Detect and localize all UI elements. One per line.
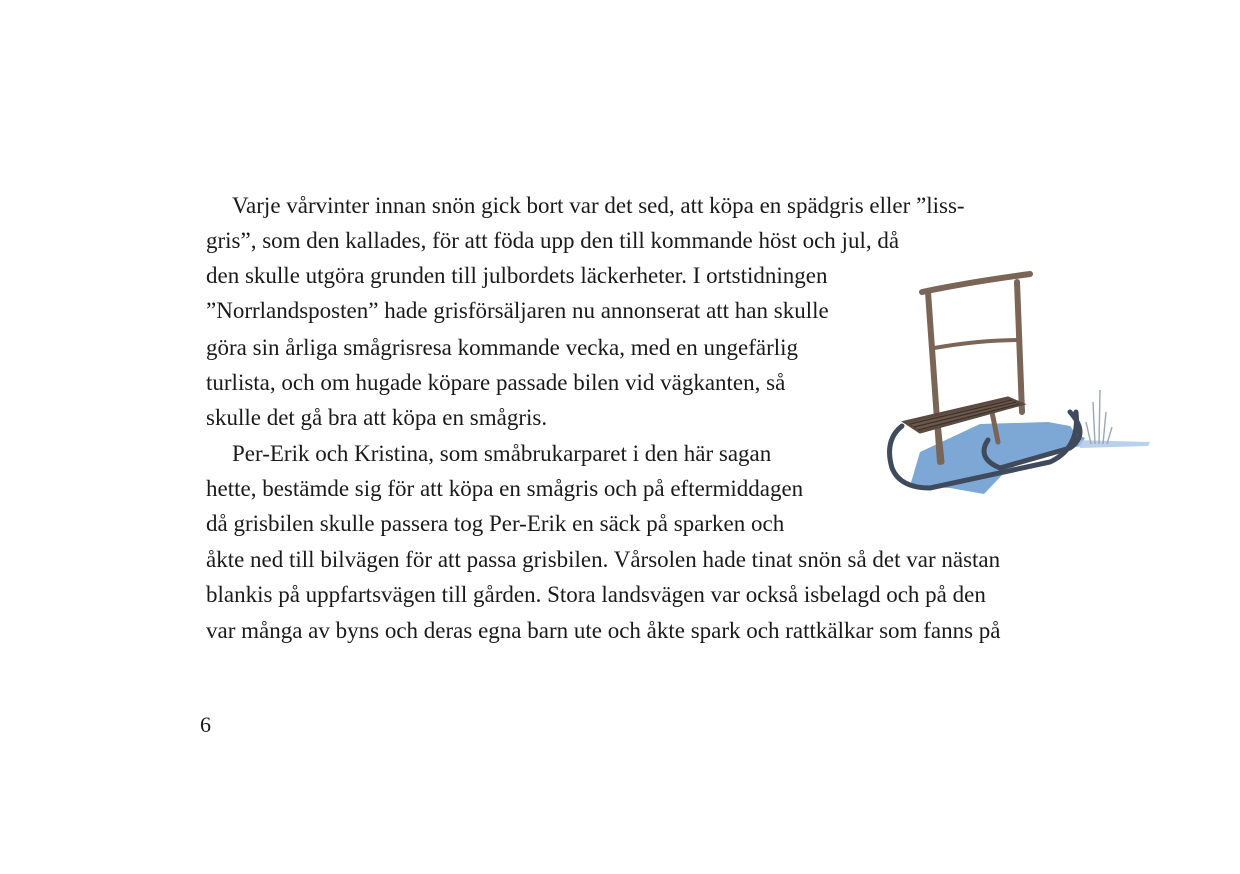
- snow-shadow-thin: [1076, 440, 1150, 448]
- page-number: 6: [200, 712, 211, 737]
- kick-sled-illustration: [880, 262, 1160, 502]
- text-line-1: Varje vårvinter innan snön gick bort var det sed, att köpa en spädgris eller ”liss-: [232, 193, 965, 218]
- text-line-12: blankis på uppfartsvägen till gården. Stora landsvägen var också isbelagd och på den: [206, 582, 986, 607]
- text-line-6: turlista, och om hugade köpare passade bilen vid vägkanten, så: [206, 370, 786, 395]
- text-line-2: gris”, som den kallades, för att föda upp den till kommande höst och jul, då: [206, 228, 900, 253]
- text-line-4: ”Norrlandsposten” hade grisförsäljaren nu annonserat att han skulle: [206, 298, 829, 323]
- text-line-11: åkte ned till bilvägen för att passa grisbilen. Vårsolen hade tinat snön så det var nästan: [206, 547, 1001, 572]
- text-line-9: hette, bestämde sig för att köpa en smågris och på eftermiddagen: [206, 476, 804, 501]
- text-line-7: skulle det gå bra att köpa en smågris.: [206, 405, 548, 430]
- text-line-3: den skulle utgöra grunden till julbordets läckerheter. I ortstidningen: [206, 263, 828, 288]
- text-line-13: var många av byns och deras egna barn ute och åkte spark och rattkälkar som fanns på: [206, 618, 1001, 643]
- text-line-8: Per-Erik och Kristina, som småbrukarparet i den här sagan: [232, 441, 772, 466]
- text-line-5: göra sin årliga smågrisresa kommande vecka, med en ungefärlig: [206, 335, 799, 360]
- grass-tuft: [1086, 390, 1112, 444]
- text-line-10: då grisbilen skulle passera tog Per-Erik en säck på sparken och: [206, 511, 785, 536]
